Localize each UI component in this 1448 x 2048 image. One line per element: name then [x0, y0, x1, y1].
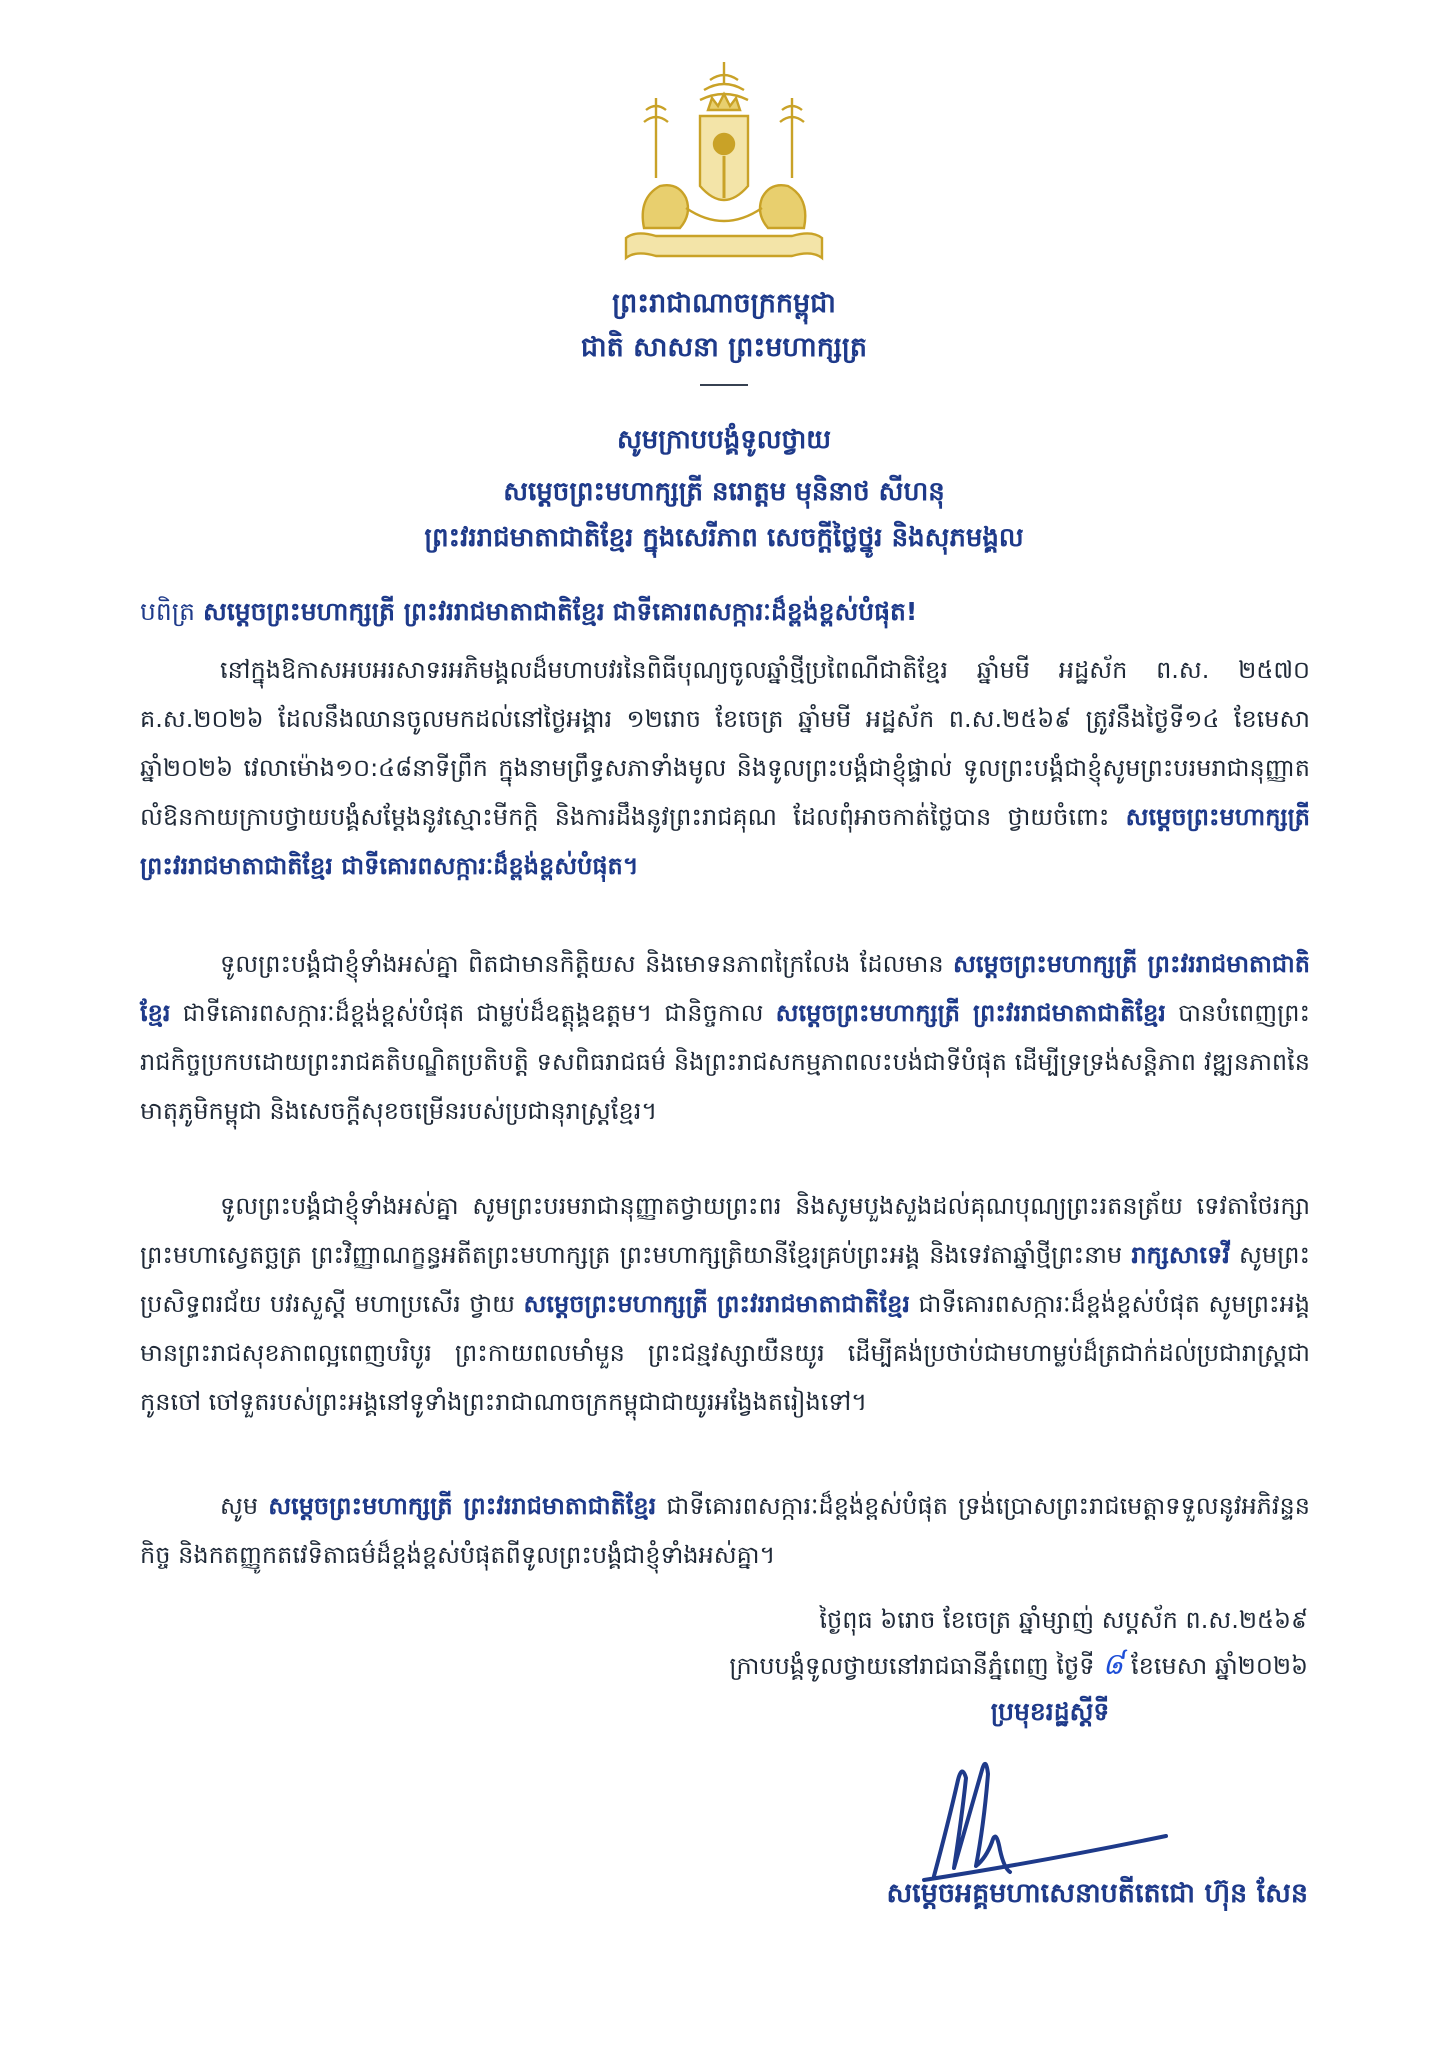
place-date — [729, 1645, 1308, 1686]
p3-text-c: សូមព្រះប្រសិទ្ធពរជ័យ បវរសួស្តី មហាប្រសើរ ថ្វាយ — [140, 1241, 1311, 1318]
salutation-lead: បពិត្រ — [140, 597, 196, 626]
paragraph-4 — [140, 1482, 1310, 1580]
p4-text-c: ជាទីគោរពសក្ការៈដ៏ខ្ពង់ខ្ពស់បំផុត ទ្រង់ប្រោសព្រះរាជមេត្តាទទួលនូវអភិវន្ទនកិច្ច និងកតញ្ញូកតវេទិតាធម៌ដ៏ខ្ពង់ខ្ពស់បំផុតពីទូលព្រះបង្គំជាខ្ញុំទាំងអស់គ្នា។ — [140, 1492, 1310, 1569]
paragraph-3 — [140, 1182, 1310, 1427]
signer-name: សម្តេចអគ្គមហាសេនាបតីតេជោ ហ៊ុន សែន — [886, 1878, 1308, 1909]
p3-bold-d: សម្តេចព្រះមហាក្សត្រី ព្រះវររាជមាតាជាតិខ្មែរ — [523, 1290, 910, 1318]
p2-bold-d: សម្តេចព្រះមហាក្សត្រី ព្រះវររាជមាតាជាតិខ្មែរ — [775, 999, 1166, 1027]
p3-text-e: ជាទីគោរពសក្ការៈដ៏ខ្ពង់ខ្ពស់បំផុត សូមព្រះអង្គមានព្រះរាជសុខភាពល្អពេញបរិបូរ ព្រះកាយពលមាំមួន ព្រះជន្មវស្សាយឺនយូរ ដើម្បីគង់ប្រថាប់ជាមហាម្លប់ដ៏ត្រជាក់ដល់ប្រជារាស្ត្រជាកូនចៅ ចៅទួតរបស់ព្រះអង្គនៅទូទាំងព្រះរាជាណាចក្រកម្ពុជាជាយូរអង្វែងតរៀងទៅ។ — [140, 1290, 1310, 1416]
salutation — [140, 592, 1320, 632]
handwritten-day: ៨ — [1102, 1647, 1124, 1682]
p4-bold-b: សម្តេចព្រះមហាក្សត្រី ព្រះវររាជមាតាជាតិខ្មែរ — [268, 1492, 657, 1520]
paragraph-1 — [140, 646, 1310, 891]
header-divider — [700, 384, 748, 386]
p2-text-c: ជាទីគោរពសក្ការៈដ៏ខ្ពង់ខ្ពស់បំផុត ជាម្លប់ដ៏ឧត្តុង្គឧត្តម។ ជានិច្ចកាល — [182, 999, 764, 1027]
salutation-rest: ជាទីគោរពសក្ការៈដ៏ខ្ពង់ខ្ពស់បំផុត! — [612, 597, 918, 626]
p3-text-a: ទូលព្រះបង្គំជាខ្ញុំទាំងអស់គ្នា សូមព្រះបរមរាជានុញ្ញាតថ្វាយព្រះពរ និងសូមបួងសួងដល់គុណបុណ្យព្រះរតនត្រ័យ ទេវតាថែរក្សាព្រះមហាស្វេតច្ឆត្រ ព្រះវិញ្ញាណក្ខន្ធអតីតព្រះមហាក្សត្រ ព្រះមហាក្សត្រិយានីខ្មែរគ្រប់ព្រះអង្គ និងទេវតាឆ្នាំថ្មីព្រះនាម — [140, 1192, 1310, 1269]
lunar-date: ថ្ងៃពុធ ៦រោច ខែចេត្រ ឆ្នាំម្សាញ់ សប្តស័ក ព.ស.២៥៦៩ — [819, 1606, 1308, 1634]
place-suffix: ខែមេសា ឆ្នាំ២០២៦ — [1131, 1652, 1308, 1680]
address-line-1: សូមក្រាបបង្គំទូលថ្វាយ — [616, 425, 832, 455]
kingdom-title: ព្រះរាជាណាចក្រកម្ពុជា — [612, 288, 836, 319]
signer-role: ប្រមុខរដ្ឋស្តីទី — [990, 1697, 1110, 1726]
salutation-title: សម្តេចព្រះមហាក្សត្រី ព្រះវររាជមាតាជាតិខ្មែរ — [203, 597, 605, 626]
address-line-3: ព្រះវររាជមាតាជាតិខ្មែរ ក្នុងសេរីភាព សេចក្តីថ្លៃថ្នូរ និងសុភមង្គល — [424, 523, 1024, 553]
p4-text-a: សូម — [220, 1492, 259, 1520]
national-motto: ជាតិ សាសនា ព្រះមហាក្សត្រ — [580, 332, 868, 363]
p1-bold: សម្តេចព្រះមហាក្សត្រី ព្រះវររាជមាតាជាតិខ្មែរ ជាទីគោរពសក្ការៈដ៏ខ្ពង់ខ្ពស់បំផុត។ — [140, 803, 1310, 880]
signature-icon — [900, 1740, 1190, 1890]
p2-text-e: បានបំពេញព្រះរាជកិច្ចប្រកបដោយព្រះរាជគតិបណ្ឌិតប្រតិបត្តិ ទសពិធរាជធម៌ និងព្រះរាជសកម្មភាពលះបង់ជាទីបំផុត ដើម្បីទ្រទ្រង់សន្តិភាព វឌ្ឍនភាពនៃមាតុភូមិកម្ពុជា និងសេចក្តីសុខចម្រើនរបស់ប្រជានុរាស្ត្រខ្មែរ។ — [140, 999, 1311, 1125]
royal-coat-of-arms-icon — [616, 58, 832, 270]
p3-bold-b: រាក្សសាទេវី — [1131, 1241, 1230, 1269]
address-line-2: សម្តេចព្រះមហាក្សត្រី នរោត្តម មុនិនាថ សីហនុ — [503, 477, 945, 507]
place-prefix: ក្រាបបង្គំទូលថ្វាយនៅរាជធានីភ្នំពេញ ថ្ងៃទី — [729, 1652, 1095, 1680]
p2-text-a: ទូលព្រះបង្គំជាខ្ញុំទាំងអស់គ្នា ពិតជាមានកិត្តិយស និងមោទនភាពក្រៃលែង ដែលមាន — [220, 950, 944, 978]
paragraph-2 — [140, 940, 1310, 1136]
p2-bold-b: សម្តេចព្រះមហាក្សត្រី ព្រះវររាជមាតាជាតិខ្មែរ — [140, 950, 1310, 1027]
p1-text: នៅក្នុងឱកាសអបអរសាទរអភិមង្គលដ៏មហាបវរនៃពិធីបុណ្យចូលឆ្នាំថ្មីប្រពៃណីជាតិខ្មែរ ឆ្នាំមមី អដ្ឋស័ក ព.ស. ២៥៧០ គ.ស.២០២៦ ដែលនឹងឈានចូលមកដល់នៅថ្ងៃអង្គារ ១២រោច ខែចេត្រ ឆ្នាំមមី អដ្ឋស័ក ព.ស.២៥៦៩ ត្រូវនឹងថ្ងៃទី១៤ ខែមេសា ឆ្នាំ២០២៦ វេលាម៉ោង១០:៤៨នាទីព្រឹក ក្នុងនាមព្រឹទ្ធសភាទាំងមូល និងទូលព្រះបង្គំជាខ្ញុំផ្ទាល់ ទូលព្រះបង្គំជាខ្ញុំសូមព្រះបរមរាជានុញ្ញាតលំឱនកាយក្រាបថ្វាយបង្គំសម្តែងនូវស្មោះមីកក្តិ និងការដឹងនូវព្រះរាជគុណ ដែលពុំអាចកាត់ថ្លៃបាន ថ្វាយចំពោះ — [140, 656, 1310, 831]
